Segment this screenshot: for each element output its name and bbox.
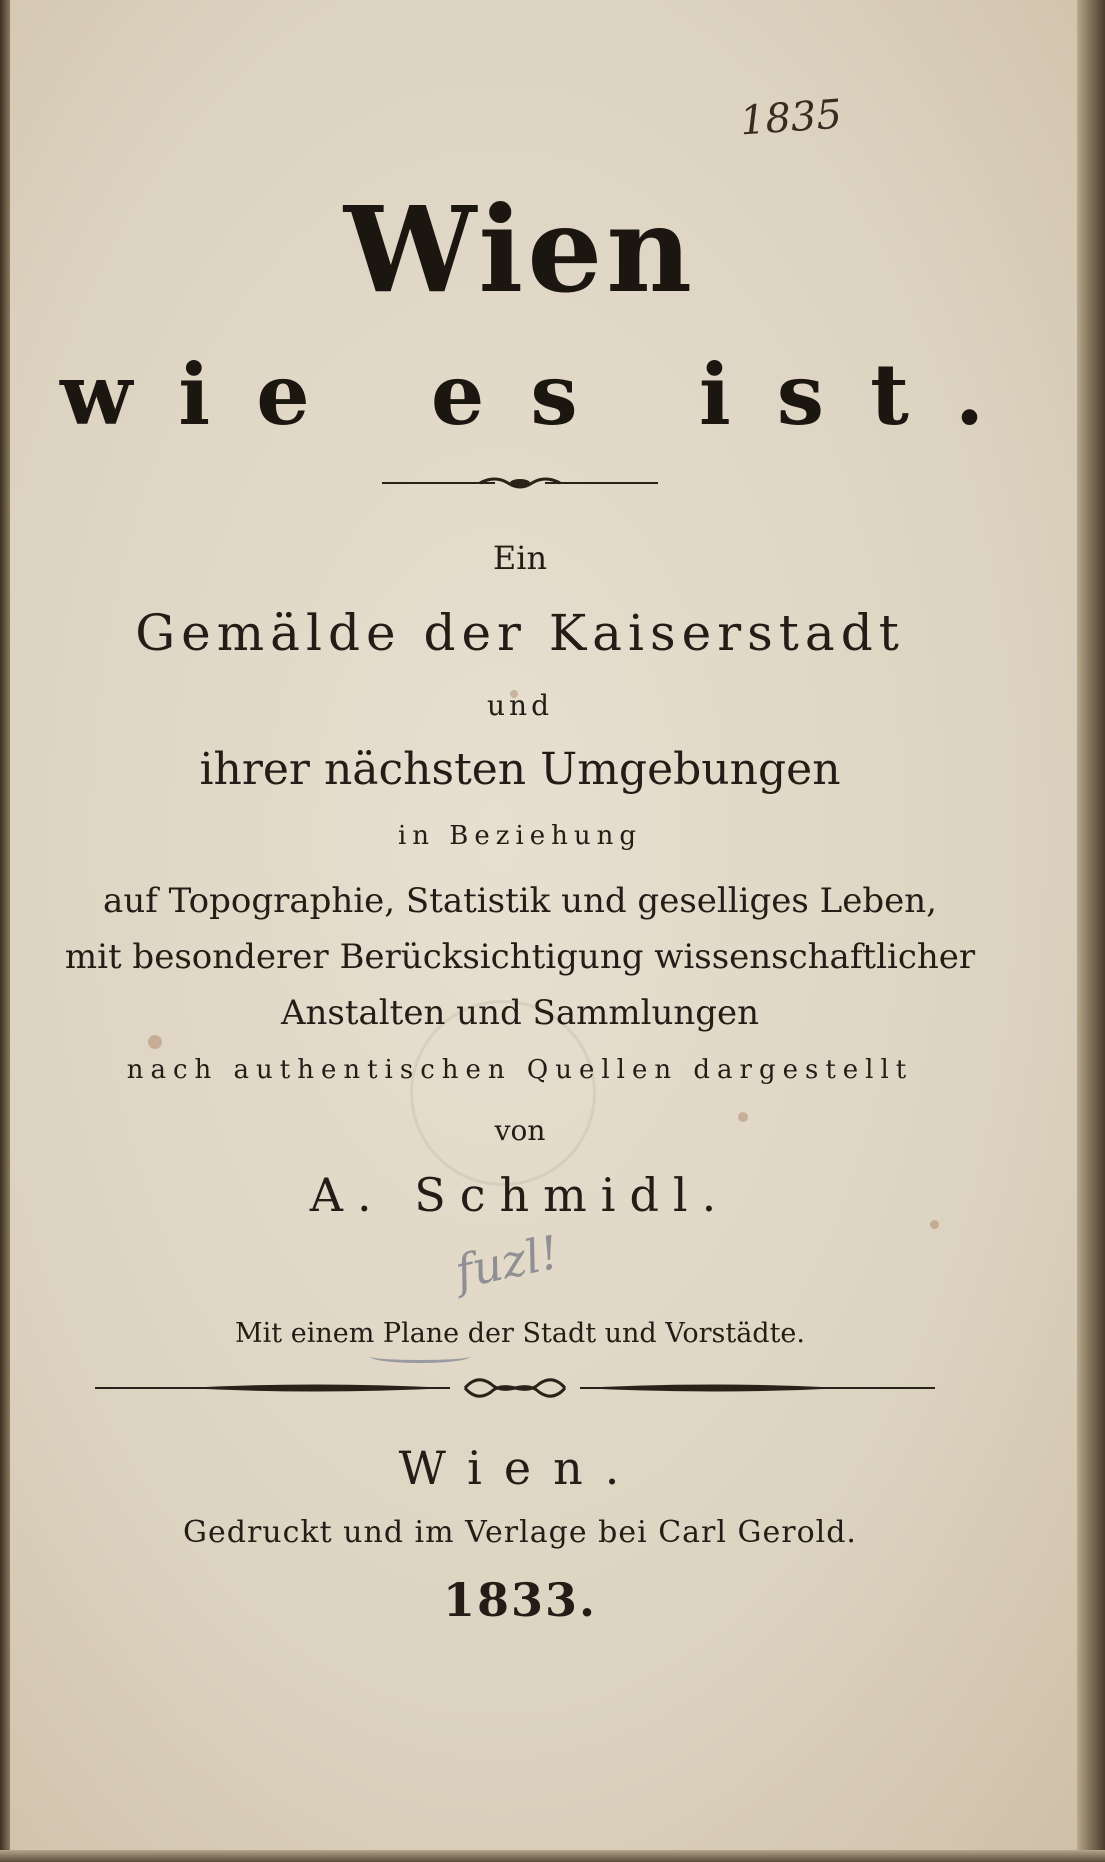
by-line: von [494, 1114, 546, 1147]
book-spine-edge [0, 0, 10, 1862]
intro-word: Ein [492, 539, 548, 577]
imprint-year: 1833. [442, 1573, 598, 1627]
handwritten-note: fuzl! [450, 1224, 564, 1300]
author-name: A. Schmidl. [309, 1168, 731, 1222]
imprint-divider-ornament [95, 1370, 935, 1406]
divider-ornament [380, 470, 660, 496]
title-subtitle: wie es ist. [60, 345, 1031, 444]
subtitle-line-7: nach authentischen Quellen dargestellt [126, 1055, 914, 1085]
main-title: Wien [343, 180, 697, 319]
subtitle-line-2: ihrer nächsten Umgebungen [199, 744, 841, 795]
imprint-printer: Gedruckt und im Verlage bei Carl Gerold. [183, 1515, 857, 1550]
subtitle-line-3: in Beziehung [397, 821, 643, 851]
subtitle-line-6: Anstalten und Sammlungen [280, 993, 760, 1033]
foxing-spot [148, 1035, 162, 1049]
imprint-city: Wien. [398, 1441, 642, 1495]
conjunction-line: und [487, 689, 553, 722]
subtitle-line-4: auf Topographie, Statistik und geselliges Leben, [103, 881, 937, 921]
plan-note: Mit einem Plane der Stadt und Vorstädte. [235, 1318, 805, 1349]
page-edge [1077, 0, 1105, 1862]
subtitle-line-5: mit besonderer Berücksichtigung wissenschaftlicher [64, 937, 976, 977]
handwritten-corner-mark: 1835 [738, 91, 844, 145]
pencil-underline [370, 1350, 470, 1363]
subtitle-line-1: Gemälde der Kaiserstadt [135, 604, 905, 662]
page-bottom-edge [0, 1850, 1105, 1862]
